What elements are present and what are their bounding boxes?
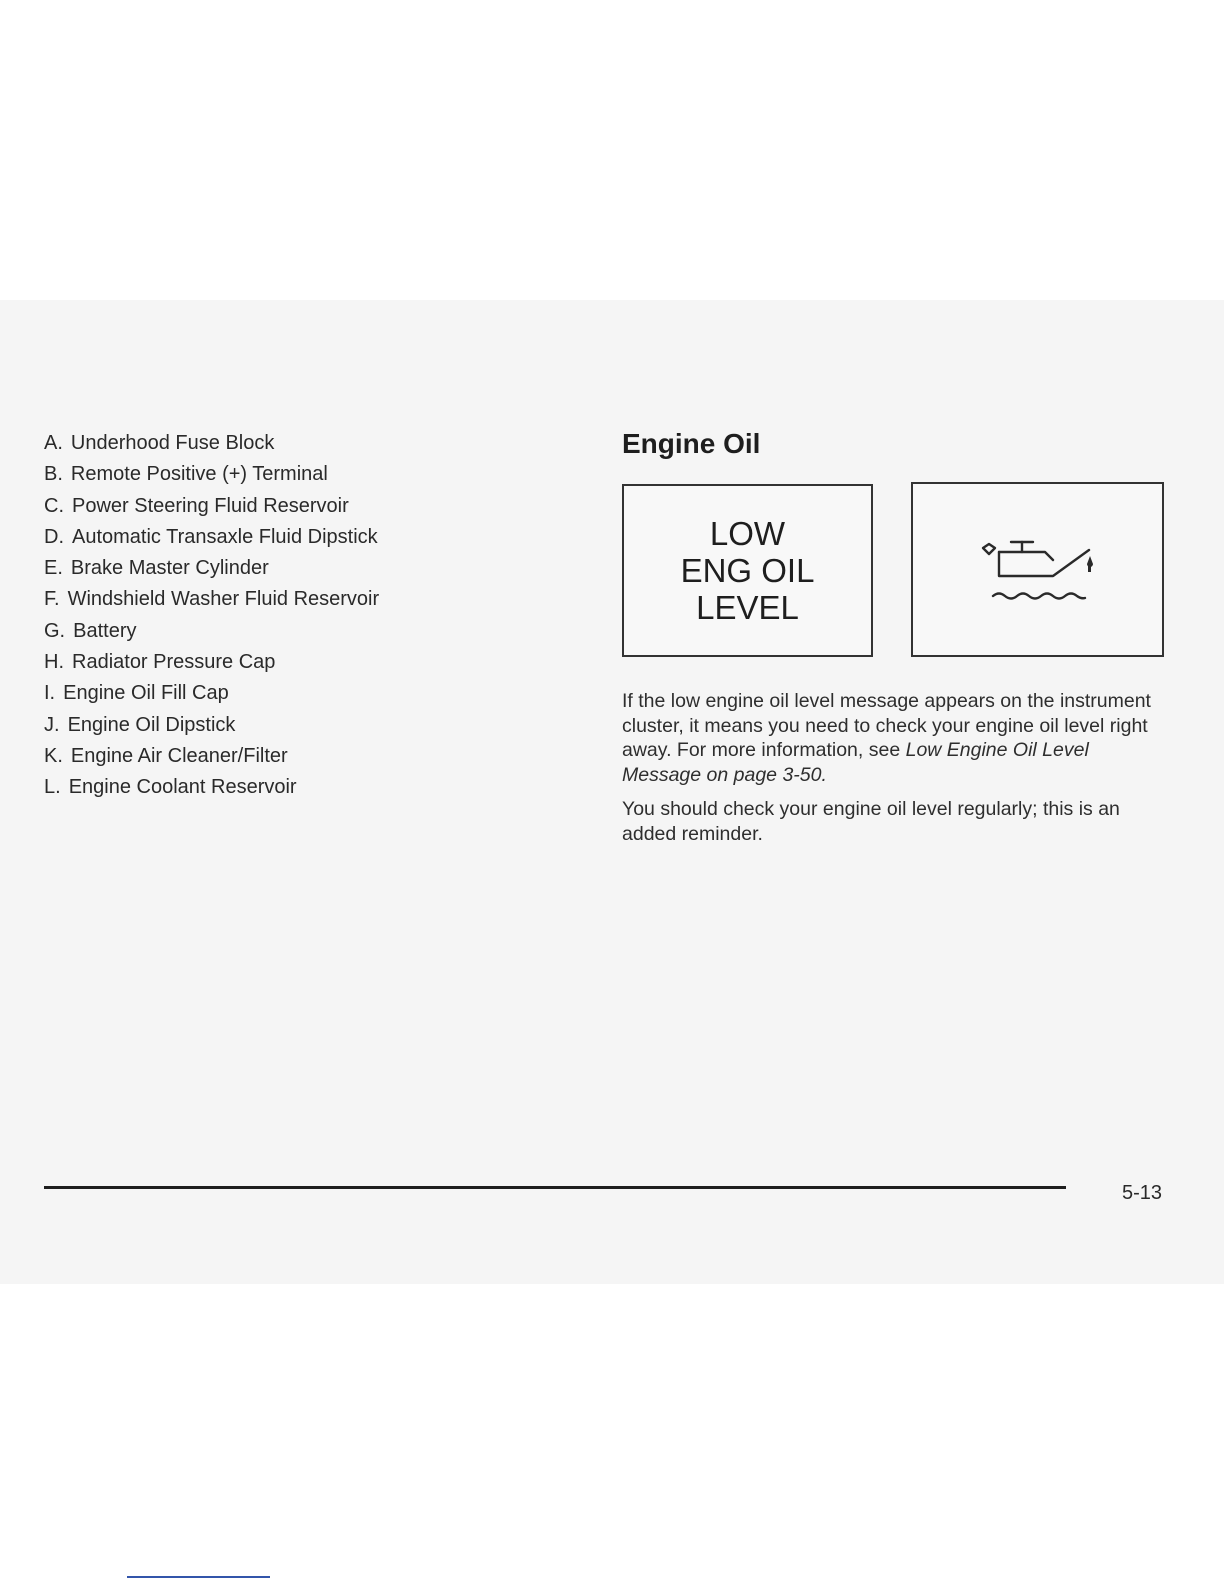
legend-letter: I. xyxy=(44,682,56,705)
page-number: 5-13 xyxy=(1122,1182,1163,1204)
legend-letter: B. xyxy=(44,463,63,486)
legend-item xyxy=(44,741,379,772)
footer-rule xyxy=(44,1186,1066,1189)
oil-symbol-display xyxy=(911,482,1164,657)
message-line: LOW xyxy=(709,515,786,552)
paragraph-text: If the low engine oil level message appears on the instrument cluster, it means you need to check your engine oil level right away. For more information, see xyxy=(622,690,1151,761)
legend-label: Brake Master Cylinder xyxy=(70,557,269,580)
section-title: Engine Oil xyxy=(622,428,761,459)
legend-label: Remote Positive (+) Terminal xyxy=(70,463,328,486)
link-underline[interactable] xyxy=(127,1576,270,1578)
legend-letter: L. xyxy=(44,776,61,799)
legend-letter: J. xyxy=(44,713,60,736)
oil-can-icon xyxy=(973,530,1103,610)
legend-item xyxy=(44,553,379,584)
legend-label: Radiator Pressure Cap xyxy=(72,651,276,674)
legend-label: Power Steering Fluid Reservoir xyxy=(72,494,349,517)
legend-label: Engine Oil Dipstick xyxy=(67,713,236,736)
legend-item xyxy=(44,428,379,459)
legend-letter: D. xyxy=(44,525,64,548)
body-paragraph: You should check your engine oil level regularly; this is an added reminder. xyxy=(622,798,1120,845)
legend-letter: H. xyxy=(44,651,64,674)
legend-letter: G. xyxy=(44,619,66,642)
legend-item xyxy=(44,522,379,553)
legend-label: Automatic Transaxle Fluid Dipstick xyxy=(72,525,378,548)
legend-label: Engine Air Cleaner/Filter xyxy=(70,744,288,767)
body-paragraph xyxy=(622,689,1170,787)
legend-letter: E. xyxy=(44,557,63,580)
cross-reference: Low Engine Oil Level Message on page 3-50. xyxy=(622,739,1089,786)
legend-letter: C. xyxy=(44,494,64,517)
message-line: ENG OIL xyxy=(680,552,815,589)
legend-item xyxy=(44,459,379,490)
legend-letter: K. xyxy=(44,744,63,767)
legend-item xyxy=(44,772,379,803)
legend-item xyxy=(44,710,379,741)
legend-label: Battery xyxy=(73,619,137,642)
legend-item xyxy=(44,584,379,615)
legend-label: Underhood Fuse Block xyxy=(70,432,275,454)
legend-item xyxy=(44,647,379,678)
legend-item xyxy=(44,616,379,647)
legend-item xyxy=(44,491,379,522)
legend-letter: F. xyxy=(44,588,60,611)
legend-letter: A. xyxy=(44,432,63,454)
message-line: LEVEL xyxy=(696,589,799,626)
legend-label: Engine Coolant Reservoir xyxy=(68,776,297,799)
legend-label: Engine Oil Fill Cap xyxy=(63,682,229,705)
legend-item xyxy=(44,678,379,709)
low-oil-message-display xyxy=(622,484,873,657)
component-legend-list xyxy=(44,428,379,804)
legend-label: Windshield Washer Fluid Reservoir xyxy=(67,588,380,611)
